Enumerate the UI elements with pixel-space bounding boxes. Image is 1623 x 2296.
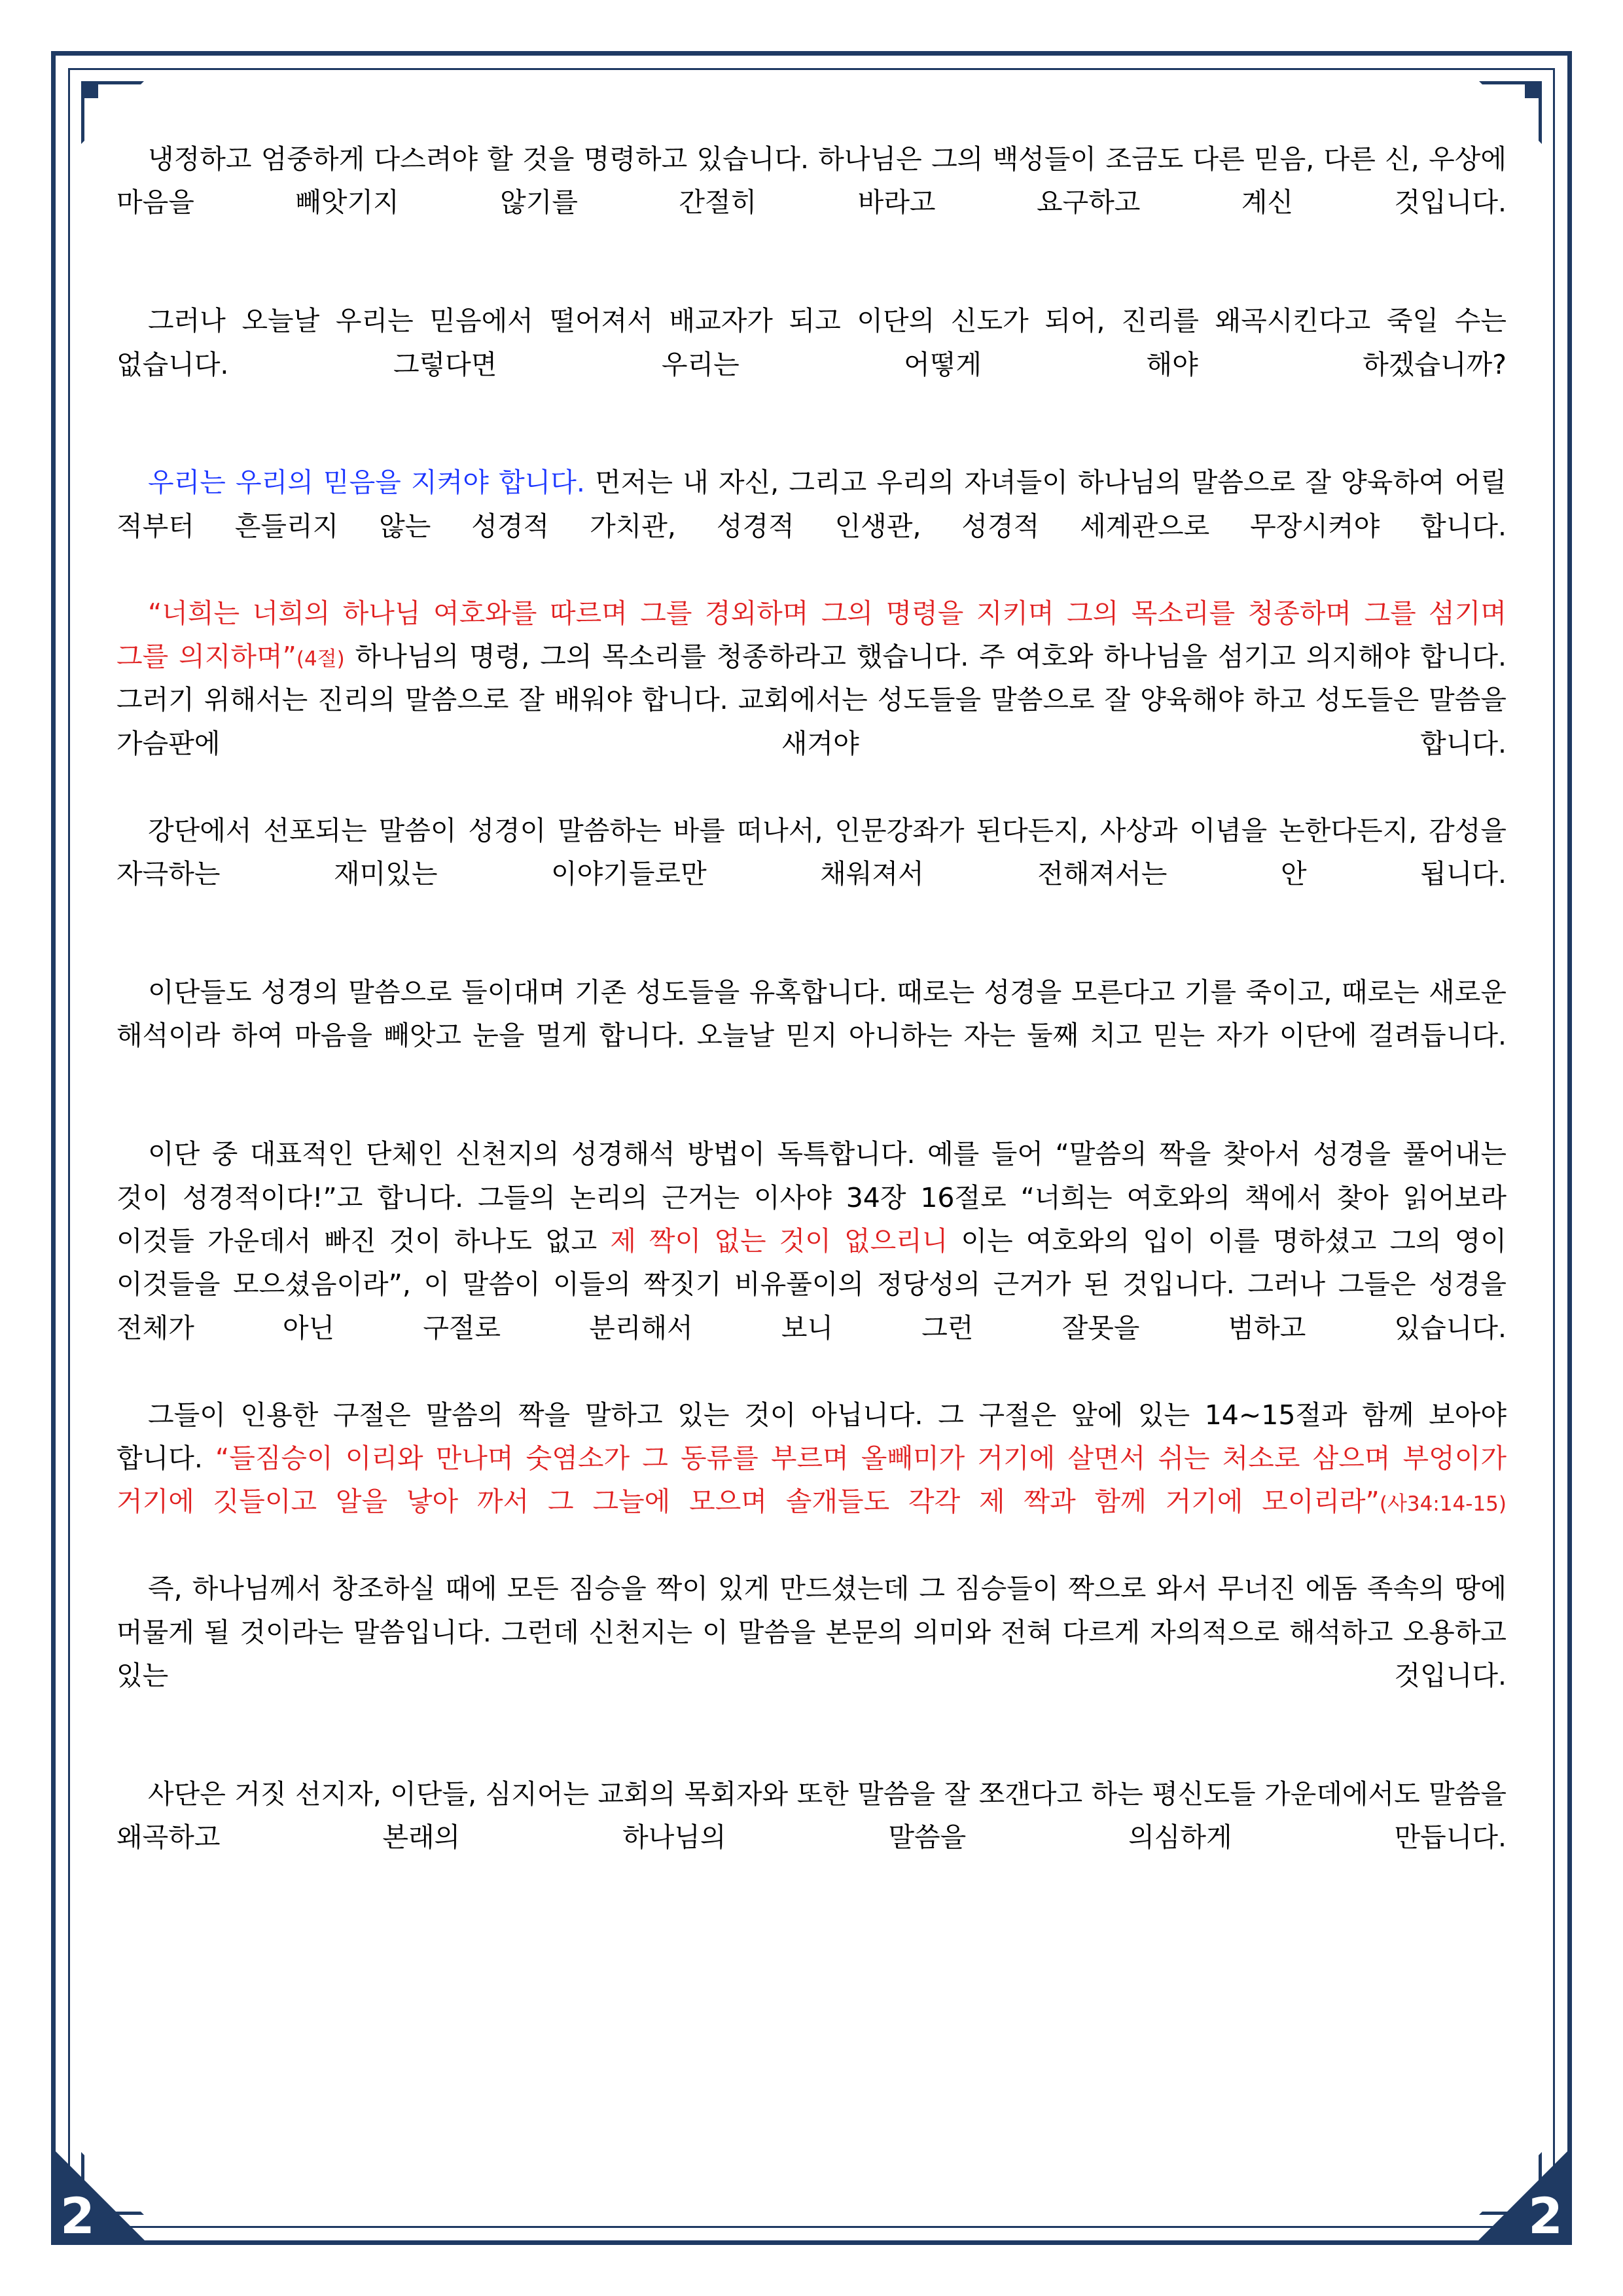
body-text: 먼저는 내 자신, 그리고 우리의 자녀들이 하나님의 말씀으로 잘 양육하여 어릴 적부터 흔들리지 않는 성경적 가치관, 성경적 인생관, 성경적 세계관으로 무장시켜야 합니다. — [116, 467, 1507, 542]
paragraph — [116, 137, 1507, 268]
scripture-quote: “너희는 너희의 하나님 여호와를 따르며 그를 경외하며 그의 명령을 지키며 그의 목소리를 청종하며 그를 섬기며 그를 의지하며” — [116, 597, 1507, 673]
scripture-reference: (사34:14-15) — [1379, 1492, 1507, 1516]
paragraph — [116, 461, 1507, 591]
paragraph — [116, 299, 1507, 429]
body-text: 강단에서 선포되는 말씀이 성경이 말씀하는 바를 떠나서, 인문강좌가 된다든지, 사상과 이념을 논한다든지, 감성을 자극하는 재미있는 이야기들로만 채워져서 전해져서는 안 됩니다. — [116, 814, 1507, 890]
body-text: 냉정하고 엄중하게 다스려야 할 것을 명령하고 있습니다. 하나님은 그의 백성들이 조금도 다른 믿음, 다른 신, 우상에 마음을 빼앗기지 않기를 간절히 바라고 요구하고 계신 것입니다. — [116, 143, 1507, 219]
paragraph — [116, 1393, 1507, 1568]
body-text: 이단들도 성경의 말씀으로 들이대며 기존 성도들을 유혹합니다. 때로는 성경을 모른다고 기를 죽이고, 때로는 새로운 해석이라 하여 마음을 빼앗고 눈을 멀게 합니다. 오늘날 믿지 아니하는 자는 둘째 치고 믿는 자가 이단에 걸려듭니다. — [116, 976, 1507, 1052]
body-text: 하나님의 명령, 그의 목소리를 청종하라고 했습니다. 주 여호와 하나님을 섬기고 의지해야 합니다. 그러기 위해서는 진리의 말씀으로 잘 배워야 합니다. 교회에서는 성도들을 말씀으로 잘 양육해야 하고 성도들은 말씀을 가슴판에 새겨야 합니다. — [116, 641, 1507, 759]
page-number-left — [51, 2147, 149, 2245]
page-number-left-label: 2 — [60, 2187, 95, 2245]
body-text: 즉, 하나님께서 창조하실 때에 모든 짐승을 짝이 있게 만드셨는데 그 짐승들이 짝으로 와서 무너진 에돔 족속의 땅에 머물게 될 것이라는 말씀입니다. 그런데 신천지는 이 말씀을 본문의 의미와 전혀 다르게 자의적으로 해석하고 오용하고 있는 것입니다. — [116, 1573, 1507, 1691]
page-number-right — [1474, 2147, 1572, 2245]
body-text: 사단은 거짓 선지자, 이단들, 심지어는 교회의 목회자와 또한 말씀을 잘 쪼갠다고 하는 평신도들 가운데에서도 말씀을 왜곡하고 본래의 하나님의 말씀을 의심하게 만듭니다. — [116, 1778, 1507, 1854]
paragraph — [116, 1132, 1507, 1393]
body-text: 그들이 인용한 구절은 말씀의 짝을 말하고 있는 것이 아닙니다. 그 구절은 앞에 있는 14~15절과 함께 보아야 합니다. — [116, 1399, 1507, 1474]
document-body — [116, 137, 1507, 1903]
scripture-quote: 제 짝이 없는 것이 없으리니 — [610, 1225, 948, 1257]
paragraph — [116, 809, 1507, 939]
paragraph — [116, 592, 1507, 809]
highlight-text: 우리는 우리의 믿음을 지켜야 합니다. — [148, 467, 585, 499]
paragraph — [116, 1772, 1507, 1903]
body-text: 이는 여호와의 입이 이를 명하셨고 그의 영이 이것들을 모으셨음이라”, 이 말씀이 이들의 짝짓기 비유풀이의 정당성의 근거가 된 것입니다. 그러나 그들은 성경을 전체가 아닌 구절로 분리해서 보니 그런 잘못을 범하고 있습니다. — [116, 1225, 1507, 1344]
paragraph — [116, 1567, 1507, 1741]
body-text: 이단 중 대표적인 단체인 신천지의 성경해석 방법이 독특합니다. 예를 들어 “말씀의 짝을 찾아서 성경을 풀어내는 것이 성경적이다!”고 합니다. 그들의 논리의 근거는 이사야 34장 16절로 “너희는 여호와의 책에서 찾아 읽어보라 이것들 가운데서 빠진 것이 하나도 없고 — [116, 1138, 1507, 1257]
corner-dot-top-left — [81, 81, 98, 98]
corner-dot-top-right — [1525, 81, 1542, 98]
paragraph — [116, 971, 1507, 1101]
scripture-quote: “들짐승이 이리와 만나며 숫염소가 그 동류를 부르며 올빼미가 거기에 살면서 쉬는 처소로 삼으며 부엉이가 거기에 깃들이고 알을 낳아 까서 그 그늘에 모으며 솔개들도 각각 제 짝과 함께 거기에 모이리라” — [116, 1442, 1507, 1518]
page-number-right-label: 2 — [1528, 2187, 1563, 2245]
body-text: 그러나 오늘날 우리는 믿음에서 떨어져서 배교자가 되고 이단의 신도가 되어, 진리를 왜곡시킨다고 죽일 수는 없습니다. 그렇다면 우리는 어떻게 해야 하겠습니까? — [116, 305, 1507, 380]
scripture-reference: (4절) — [296, 647, 345, 672]
